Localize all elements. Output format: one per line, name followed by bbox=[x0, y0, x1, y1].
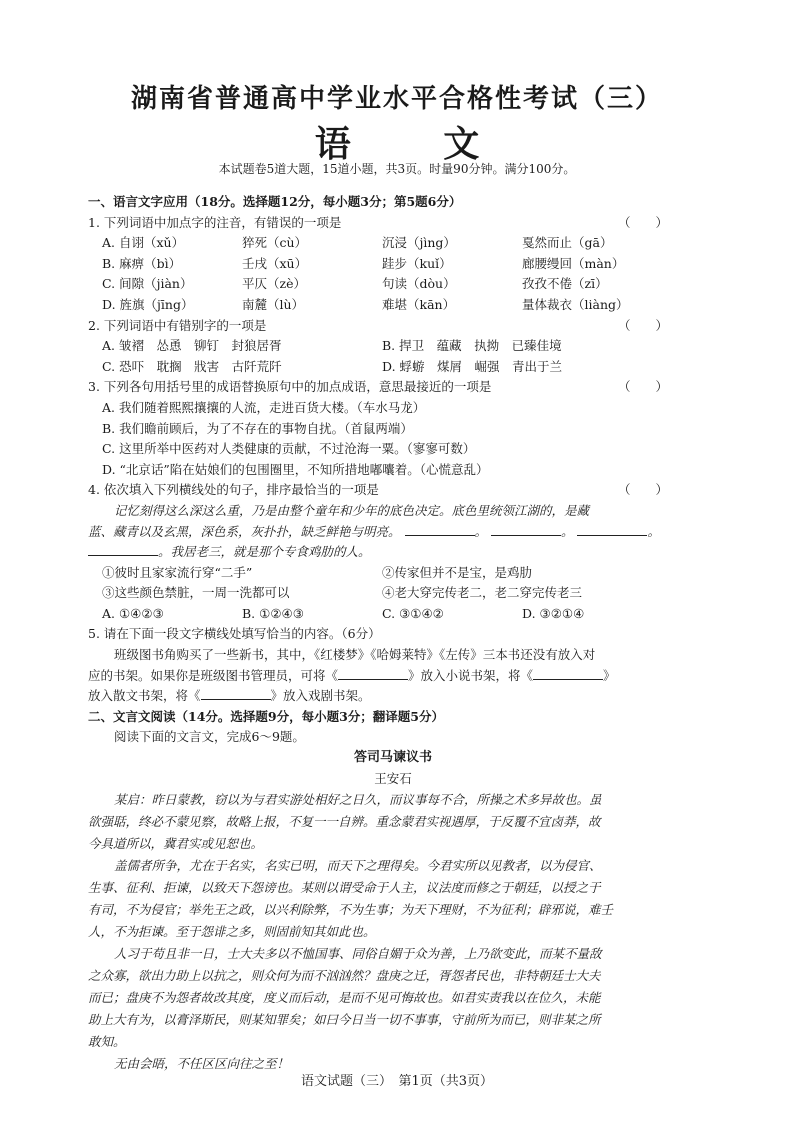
passage-text: 》放入戏剧书架。 bbox=[270, 688, 371, 704]
question-1-option-row-a bbox=[88, 233, 698, 254]
choice-cell: ①彼时且家家流行穿“二手” bbox=[102, 564, 253, 580]
option-cell: B. 麻痹（bì） bbox=[102, 255, 182, 271]
fill-blank bbox=[88, 543, 158, 556]
question-1-option-row-b bbox=[88, 254, 698, 275]
fill-blank bbox=[338, 667, 408, 680]
question-1-stem bbox=[88, 213, 698, 234]
option-cell: A. 皱褶 怂恿 铆钉 封狼居胥 bbox=[102, 338, 282, 354]
option-cell: 壬戌（xū） bbox=[242, 255, 308, 271]
question-5-text-line-3 bbox=[88, 686, 698, 707]
question-4-option-row bbox=[88, 604, 698, 625]
question-3-option-b: B. 我们瞻前顾后，为了不存在的事物自扰。（首鼠两端） bbox=[102, 420, 413, 436]
option-cell: 难堪（kān） bbox=[382, 296, 456, 312]
question-5-text-line-2 bbox=[88, 666, 698, 687]
passage-text: 。我居老三，就是那个专食鸡肋的人。 bbox=[158, 544, 371, 560]
choice-cell: ③这些颜色禁脏，一周一洗都可以 bbox=[102, 585, 290, 601]
classical-line: 盖儒者所争，尤在于名实，名实已明，而天下之理得矣。今君实所以见教者，以为侵官、 bbox=[114, 858, 602, 874]
question-2-option-row-cd bbox=[88, 357, 698, 378]
fill-blank bbox=[201, 687, 271, 700]
option-cell: 廊腰缦回（màn） bbox=[522, 255, 625, 271]
question-3-text: 3. 下列各句用括号里的成语替换原句中的加点成语，意思最接近的一项是 bbox=[88, 379, 492, 395]
fill-blank bbox=[533, 667, 603, 680]
classical-line: 某启：昨日蒙教，窃以为与君实游处相好之日久，而议事每不合，所操之术多异故也。虽 bbox=[114, 792, 602, 808]
question-2-answer-paren: （ ） bbox=[617, 317, 668, 333]
question-4-stem bbox=[88, 480, 698, 501]
option-cell: 平仄（zè） bbox=[242, 276, 306, 292]
question-5-stem: 5. 请在下面一段文字横线处填写恰当的内容。（6分） bbox=[88, 626, 381, 642]
passage-text: 》 bbox=[603, 667, 616, 683]
option-cell: A. 自诩（xǔ） bbox=[102, 235, 185, 251]
option-cell: 戛然而止（gā） bbox=[522, 235, 613, 251]
classical-line: 助上大有为，以膏泽斯民，则某知罪矣；如曰今日当一切不事事，守前所为而已，则非某之所 bbox=[88, 1012, 601, 1028]
passage-text: 放入散文书架，将《 bbox=[88, 688, 201, 704]
passage-text: 蓝、藏青以及玄黑，深色系，灰扑扑，缺乏鲜艳与明亮。 bbox=[88, 523, 401, 539]
option-cell: C. 恐吓 耽搁 戕害 古阡荒阡 bbox=[102, 358, 282, 374]
classical-line: 有司，不为侵官；举先王之政，以兴利除弊，不为生事；为天下理财，不为征利；辟邪说，难壬 bbox=[88, 902, 614, 918]
section1-heading: 一、语言文字应用（18分。选择题12分，每小题3分；第5题6分） bbox=[88, 194, 462, 209]
option-cell: B. ①②④③ bbox=[242, 605, 304, 621]
option-cell: D. 蜉蝣 煤屑 崛强 青出于兰 bbox=[382, 358, 563, 374]
question-3-answer-paren: （ ） bbox=[617, 379, 668, 395]
classical-line: 之众寡，欲出力助上以抗之，则众何为而不汹汹然？盘庚之迁，胥怨者民也，非特朝廷士大夫 bbox=[88, 968, 601, 984]
classical-line: 无由会晤，不任区区向往之至！ bbox=[114, 1056, 290, 1072]
option-cell: C. 间隙（jiàn） bbox=[102, 276, 193, 292]
option-cell: 孜孜不倦（zī） bbox=[522, 276, 608, 292]
exam-intro: 本试题卷5道大题，15道小题，共3页。时量90分钟。满分100分。 bbox=[218, 162, 576, 176]
option-cell: 句读（dòu） bbox=[382, 276, 456, 292]
exam-content bbox=[88, 192, 698, 1075]
question-2-text: 2. 下列词语中有错别字的一项是 bbox=[88, 317, 267, 333]
question-2-stem bbox=[88, 316, 698, 337]
subject-title: 语 文 bbox=[314, 123, 520, 165]
section2-heading: 二、文言文阅读（14分。选择题9分，每小题3分；翻译题5分） bbox=[88, 708, 444, 724]
question-3-option-c: C. 这里所举中医药对人类健康的贡献，不过沧海一粟。（寥寥可数） bbox=[102, 441, 476, 457]
question-2-option-row-ab bbox=[88, 336, 698, 357]
choice-cell: ②传家但并不是宝，是鸡肋 bbox=[382, 564, 533, 580]
classical-line: 敢知。 bbox=[88, 1034, 126, 1050]
question-4-choice-row-2 bbox=[88, 583, 698, 604]
option-cell: C. ③①④② bbox=[382, 605, 444, 621]
section2-instruction: 阅读下面的文言文，完成6～9题。 bbox=[114, 729, 305, 745]
article-title: 答司马谏议书 bbox=[353, 750, 432, 766]
classical-line: 今具道所以，冀君实或见恕也。 bbox=[88, 836, 264, 852]
option-cell: 沉浸（jìng） bbox=[382, 235, 456, 251]
fill-blank bbox=[405, 523, 475, 536]
fill-blank bbox=[491, 523, 561, 536]
classical-line: 欲强聒，终必不蒙见察，故略上报，不复一一自辨。重念蒙君实视遇厚，于反覆不宜卤莽，故 bbox=[88, 814, 601, 830]
classical-line: 而已；盘庚不为怨者故改其度，度义而后动，是而不见可悔故也。如君实责我以在位久，未能 bbox=[88, 990, 601, 1006]
option-cell: 量体裁衣（liàng） bbox=[522, 296, 629, 312]
question-1-option-row-c bbox=[88, 274, 698, 295]
page-footer: 语文试题（三） 第1页（共3页） bbox=[300, 1074, 494, 1089]
option-cell: 跬步（kuǐ） bbox=[382, 255, 452, 271]
question-1-text: 1. 下列词语中加点字的注音，有错误的一项是 bbox=[88, 214, 342, 230]
question-4-choice-row-1 bbox=[88, 563, 698, 584]
question-4-answer-paren: （ ） bbox=[617, 482, 668, 498]
classical-line: 生事、征利、拒谏，以致天下怨谤也。某则以谓受命于人主，议法度而修之于朝廷，以授之于 bbox=[88, 880, 601, 896]
question-4-passage-line-2: 蓝、藏青以及玄黑，深色系，灰扑扑，缺乏鲜艳与明亮。 。 。 。 bbox=[88, 523, 660, 539]
question-4-passage-line-1: 记忆刻得这么深这么重，乃是由整个童年和少年的底色决定。底色里统领江湖的，是藏 bbox=[114, 502, 590, 518]
question-1-option-row-d bbox=[88, 295, 698, 316]
passage-text: 》放入小说书架，将《 bbox=[408, 667, 534, 683]
choice-cell: ④老大穿完传老二，老二穿完传老三 bbox=[382, 585, 583, 601]
article-author: 王安石 bbox=[374, 770, 412, 786]
question-3-stem bbox=[88, 377, 698, 398]
option-cell: B. 捍卫 蕴藏 执拗 已臻佳境 bbox=[382, 338, 562, 354]
question-4-text: 4. 依次填入下列横线处的句子，排序最恰当的一项是 bbox=[88, 482, 379, 498]
question-3-option-a: A. 我们随着熙熙攘攘的人流，走进百货大楼。（车水马龙） bbox=[102, 399, 426, 415]
question-1-answer-paren: （ ） bbox=[617, 214, 668, 230]
option-cell: 南麓（lù） bbox=[242, 296, 305, 312]
question-3-option-d: D. “北京话”陷在姑娘们的包围圈里，不知所措地嘟囔着。（心慌意乱） bbox=[102, 461, 489, 477]
classical-text bbox=[88, 789, 698, 1075]
question-5-text-line-1: 班级图书角购买了一些新书，其中，《红楼梦》《哈姆莱特》《左传》三本书还没有放入对 bbox=[114, 647, 596, 663]
option-cell: D. 旌旗（jīng） bbox=[102, 296, 194, 312]
exam-title: 湖南省普通高中学业水平合格性考试（三） bbox=[130, 84, 663, 114]
option-cell: 猝死（cù） bbox=[242, 235, 308, 251]
fill-blank bbox=[577, 523, 647, 536]
question-4-passage-line-3 bbox=[88, 542, 698, 563]
classical-line: 人习于苟且非一日，士大夫多以不恤国事、同俗自媚于众为善，上乃欲变此，而某不量敌 bbox=[114, 946, 602, 962]
option-cell: A. ①④②③ bbox=[102, 605, 164, 621]
passage-text: 应的书架。如果你是班级图书管理员，可将《 bbox=[88, 667, 339, 683]
option-cell: D. ③②①④ bbox=[522, 605, 585, 621]
classical-line: 人，不为拒谏。至于怨诽之多，则固前知其如此也。 bbox=[88, 924, 376, 940]
